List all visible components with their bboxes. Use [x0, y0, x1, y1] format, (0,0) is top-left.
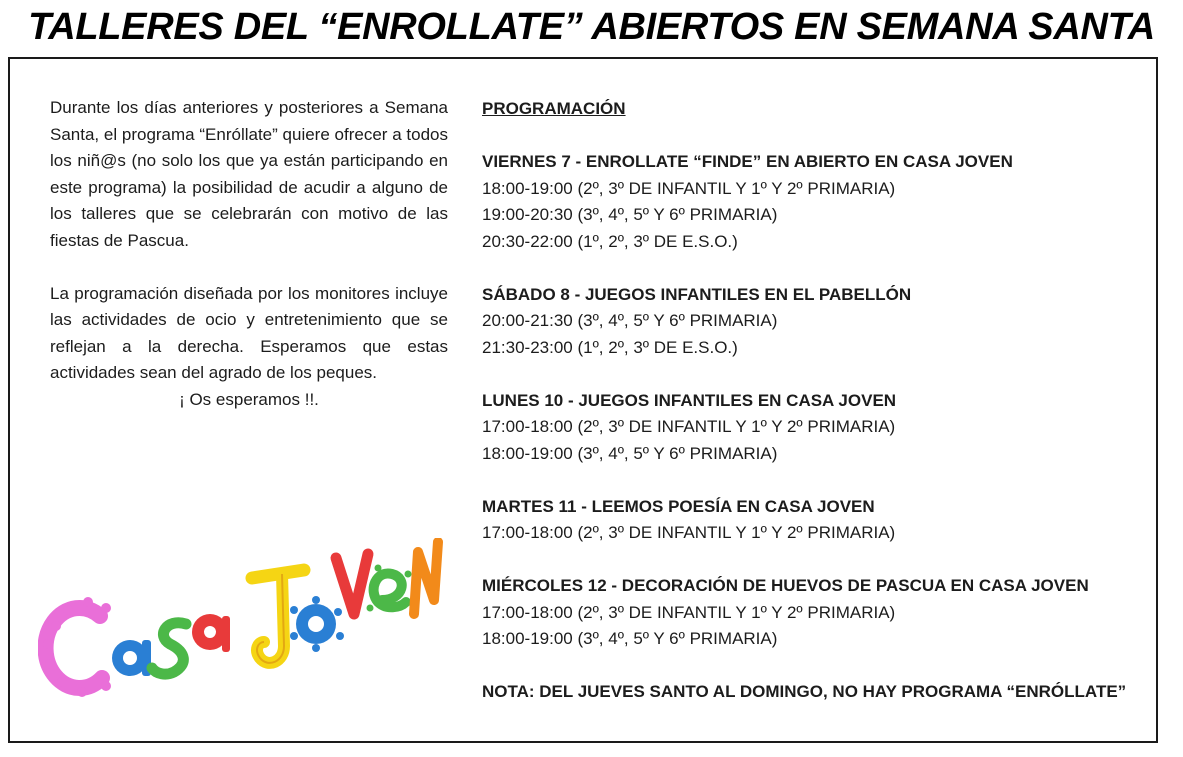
- casa-joven-logo: [38, 538, 448, 698]
- logo-letter-o: [290, 596, 344, 652]
- day-title: MARTES 11 - LEEMOS POESÍA EN CASA JOVEN: [482, 496, 875, 516]
- time-slot: 18:00-19:00 (2º, 3º DE INFANTIL Y 1º Y 2º PRIMARIA): [482, 178, 896, 198]
- program-note: NOTA: DEL JUEVES SANTO AL DOMINGO, NO HAY PROGRAMA “ENRÓLLATE”: [482, 682, 1127, 701]
- logo-letter-e: [367, 565, 412, 612]
- intro-paragraph-2: La programación diseñada por los monitores incluye las actividades de ocio y entretenimiento que se reflejan a la derecha. Esperamos que estas actividades sean del agrado de los peques.: [50, 283, 448, 382]
- time-slot: 17:00-18:00 (2º, 3º DE INFANTIL Y 1º Y 2º PRIMARIA): [482, 417, 896, 436]
- intro-paragraph-1: Durante los días anteriores y posteriores a Semana Santa, el programa “Enróllate” quiere ofrecer a todos los niñ@s (no solo los que ya están participando en este programa) la posibilidad de acudir a alguno de los talleres que se celebrarán con motivo de las fiestas de Pascua.: [50, 98, 448, 250]
- day-block-martes: [482, 494, 1152, 547]
- day-title: VIERNES 7 - ENROLLATE “FINDE” EN ABIERTO EN CASA JOVEN: [482, 152, 1013, 171]
- logo-letter-c: [43, 597, 111, 697]
- day-block-miercoles: [482, 573, 1152, 653]
- time-slot: 20:30-22:00 (1º, 2º, 3º DE E.S.O.): [482, 231, 738, 251]
- intro-text: [50, 95, 448, 413]
- day-block-lunes: [482, 388, 1152, 468]
- day-title: LUNES 10 - JUEGOS INFANTILES EN CASA JOVEN: [482, 390, 897, 410]
- program-heading: PROGRAMACIÓN: [482, 99, 626, 118]
- logo-letter-s: [152, 623, 186, 674]
- logo-letter-n: [414, 542, 438, 614]
- logo-letter-j: [252, 570, 304, 663]
- time-slot: 17:00-18:00 (2º, 3º DE INFANTIL Y 1º Y 2º PRIMARIA): [482, 602, 896, 622]
- paragraph-gap: [50, 254, 448, 281]
- time-slot: 18:00-19:00 (3º, 4º, 5º Y 6º PRIMARIA): [482, 443, 778, 463]
- closing-line: ¡ Os esperamos !!.: [179, 389, 319, 409]
- day-block-sabado: [482, 282, 1152, 362]
- day-title: SÁBADO 8 - JUEGOS INFANTILES EN EL PABELLÓN: [482, 284, 912, 304]
- time-slot: 20:00-21:30 (3º, 4º, 5º Y 6º PRIMARIA): [482, 311, 778, 330]
- logo-letter-v: [336, 554, 368, 614]
- day-title: MIÉRCOLES 12 - DECORACIÓN DE HUEVOS DE PASCUA EN CASA JOVEN: [482, 576, 1089, 595]
- logo-letter-a-red: [192, 614, 230, 652]
- time-slot: 18:00-19:00 (3º, 4º, 5º Y 6º PRIMARIA): [482, 629, 778, 648]
- time-slot: 17:00-18:00 (2º, 3º DE INFANTIL Y 1º Y 2º PRIMARIA): [482, 523, 896, 542]
- time-slot: 21:30-23:00 (1º, 2º, 3º DE E.S.O.): [482, 337, 738, 357]
- logo-letter-a-blue: [112, 640, 151, 676]
- page-title: TALLERES DEL “ENROLLATE” ABIERTOS EN SEMANA SANTA: [28, 6, 1155, 48]
- program-schedule: [482, 96, 1152, 706]
- time-slot: 19:00-20:30 (3º, 4º, 5º Y 6º PRIMARIA): [482, 205, 778, 224]
- day-block-viernes: [482, 149, 1152, 255]
